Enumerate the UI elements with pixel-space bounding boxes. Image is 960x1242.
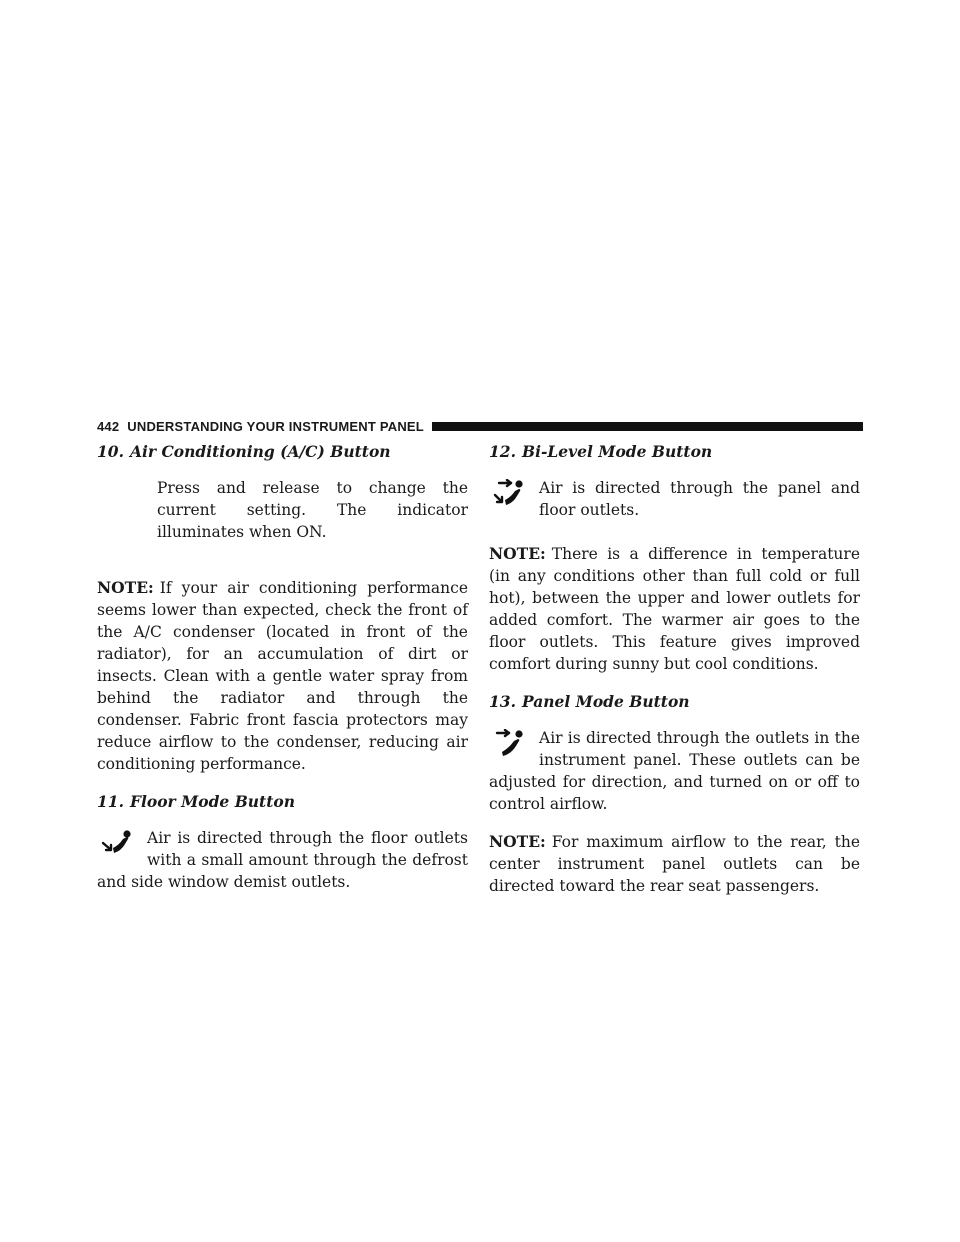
section-body-bilevel-wrap <box>489 477 860 521</box>
left-column <box>97 441 468 893</box>
section-body-floor: Air is directed through the floor outlets with a small amount through the defrost and side window demist outlets. <box>97 829 468 891</box>
running-head: UNDERSTANDING YOUR INSTRUMENT PANEL <box>127 418 424 434</box>
note-label: NOTE: <box>489 544 546 563</box>
section-body-ac: Press and release to change the current setting. The indicator illuminates when ON. <box>157 479 468 541</box>
section-body-floor-wrap <box>97 827 468 893</box>
note-label: NOTE: <box>97 578 154 597</box>
panel-mode-icon <box>493 729 527 759</box>
section-body-panel: Air is directed through the outlets in the instrument panel. These outlets can be adjusted for direction, and turned on or off to control airflow. <box>489 729 860 813</box>
note-text: There is a difference in temperature (in any conditions other than full cold or full hot), between the upper and lower outlets for added comfort. The warmer air goes to the floor outlets. This feature gives improved comfort during sunny but cool conditions. <box>489 545 860 673</box>
section-heading-panel: 13. Panel Mode Button <box>489 692 690 711</box>
floor-mode-icon <box>101 829 135 859</box>
header-rule <box>432 422 863 431</box>
note-paragraph <box>489 831 860 897</box>
page-header <box>97 417 863 435</box>
page-number: 442 <box>97 418 120 434</box>
note-paragraph <box>97 577 468 775</box>
section-heading-ac: 10. Air Conditioning (A/C) Button <box>97 442 391 461</box>
right-column <box>489 441 860 897</box>
section-body-bilevel: Air is directed through the panel and floor outlets. <box>539 479 860 519</box>
note-paragraph <box>489 543 860 675</box>
section-heading-bilevel: 12. Bi-Level Mode Button <box>489 442 713 461</box>
bi-level-mode-icon <box>493 479 527 509</box>
note-text: If your air conditioning performance seems lower than expected, check the front of the A/C condenser (located in front of the radiator), for an accumulation of dirt or insects. Clean with a gentle water spray from behind the radiator and through the condenser. Fabric front fascia protectors may reduce airflow to the condenser, reducing air conditioning performance. <box>97 579 468 773</box>
note-text: For maximum airflow to the rear, the center instrument panel outlets can be directed toward the rear seat passengers. <box>489 833 860 895</box>
note-label: NOTE: <box>489 832 546 851</box>
section-heading-floor: 11. Floor Mode Button <box>97 792 295 811</box>
section-body-panel-wrap <box>489 727 860 815</box>
